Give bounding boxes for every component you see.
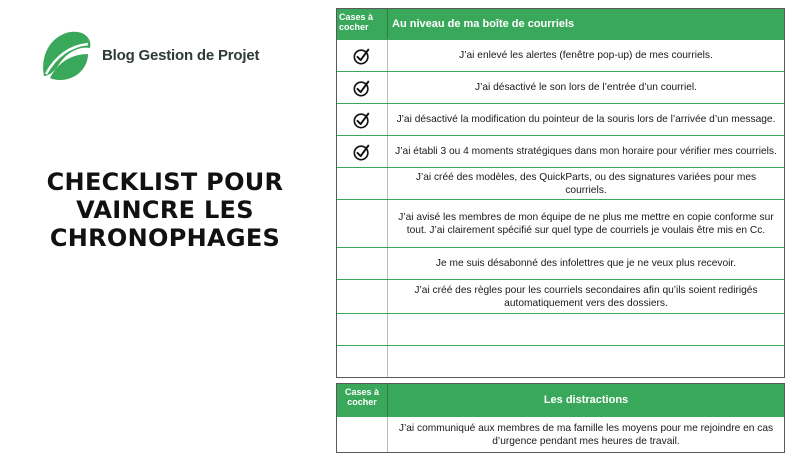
table-row — [337, 103, 784, 135]
checkmark-icon — [353, 111, 371, 129]
section-title: Au niveau de ma boîte de courriels — [392, 18, 575, 30]
headline-line-1: CHECKLIST POUR — [46, 168, 284, 196]
checkbox-cell[interactable] — [337, 40, 388, 71]
checkbox-cell[interactable] — [337, 200, 388, 247]
checklist-item-text: J’ai communiqué aux membres de ma famille les moyens pour me rejoindre en cas d’urgence pendant mes heures de travail. — [398, 422, 774, 447]
table-row — [337, 71, 784, 103]
checkmark-icon — [353, 143, 371, 161]
section-title: Les distractions — [543, 394, 629, 406]
checkbox-cell[interactable] — [337, 168, 388, 199]
checkbox-cell[interactable] — [337, 248, 388, 279]
checkbox-column-header: Cases à cocher — [337, 9, 388, 39]
checklist-item-text — [388, 346, 784, 377]
table-row — [337, 39, 784, 71]
checkbox-column-header: Cases à cocher — [337, 384, 388, 416]
checkbox-cell[interactable] — [337, 136, 388, 167]
table-row — [337, 167, 784, 199]
checkbox-cell[interactable] — [337, 104, 388, 135]
checkbox-cell[interactable] — [337, 280, 388, 313]
checkbox-cell[interactable] — [337, 417, 388, 452]
checkmark-icon — [353, 47, 371, 65]
table-header — [337, 384, 784, 416]
brand-logo[interactable] — [36, 26, 266, 84]
checklist-item-text: J’ai avisé les membres de mon équipe de ne plus me mettre en copie conforme sur tout. J’ai clairement spécifié sur quel type de courriels je voulais être mis en Cc. — [398, 211, 774, 236]
checklist-table-email — [336, 8, 785, 378]
checklist-item-text — [388, 314, 784, 345]
checkmark-icon — [353, 79, 371, 97]
table-row — [337, 199, 784, 247]
checkbox-cell[interactable] — [337, 72, 388, 103]
page-headline — [40, 168, 290, 252]
leaf-logo-icon — [36, 26, 94, 84]
checkbox-cell[interactable] — [337, 314, 388, 345]
table-row — [337, 345, 784, 377]
headline-line-2: VAINCRE LES — [76, 196, 254, 224]
table-row — [337, 247, 784, 279]
checklist-item-text: J’ai établi 3 ou 4 moments stratégiques dans mon horaire pour vérifier mes courriels. — [395, 146, 777, 157]
table-header — [337, 9, 784, 39]
checklist-table-distractions — [336, 383, 785, 453]
brand-name: Blog Gestion de Projet — [102, 46, 260, 64]
table-row — [337, 313, 784, 345]
checklist-item-text: J’ai créé des modèles, des QuickParts, ou des signatures variées pour mes courriels. — [415, 171, 757, 196]
checklist-item-text: J’ai enlevé les alertes (fenêtre pop-up) de mes courriels. — [459, 50, 713, 61]
table-row — [337, 135, 784, 167]
table-row — [337, 279, 784, 313]
checklist-item-text: J’ai désactivé le son lors de l’entrée d’un courriel. — [475, 82, 697, 93]
checklist-item-text: Je me suis désabonné des infolettres que je ne veux plus recevoir. — [435, 258, 737, 269]
checklist-item-text: J’ai créé des règles pour les courriels secondaires afin qu’ils soient redirigés automatiquement vers des dossiers. — [414, 284, 758, 309]
headline-line-3: CHRONOPHAGES — [49, 224, 281, 252]
table-row — [337, 416, 784, 452]
checklist-item-text: J’ai désactivé la modification du pointeur de la souris lors de l’arrivée d’un message. — [396, 114, 776, 125]
checkbox-cell[interactable] — [337, 346, 388, 377]
